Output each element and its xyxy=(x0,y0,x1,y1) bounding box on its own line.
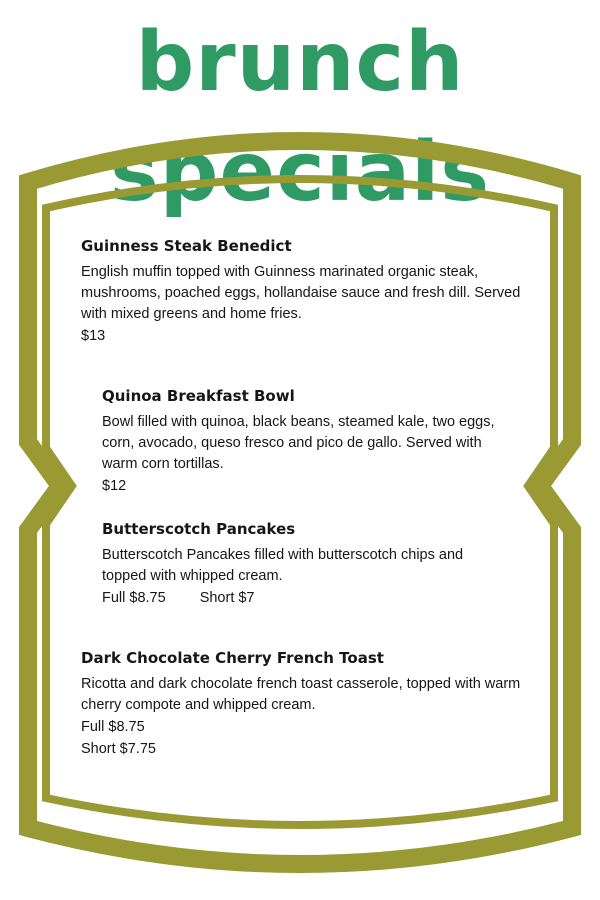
item-name: Dark Chocolate Cherry French Toast xyxy=(81,649,384,667)
item-description: Bowl filled with quinoa, black beans, steamed kale, two eggs, corn, avocado, queso fresco and pico de gallo. Served with warm corn tortillas. xyxy=(102,414,495,472)
item-price: $13 xyxy=(81,328,106,344)
menu-item-dark-chocolate-cherry-french-toast xyxy=(81,648,531,760)
item-description: Ricotta and dark chocolate french toast casserole, topped with warm cherry compote and whipped cream. xyxy=(81,676,521,713)
menu-item-guinness-steak-benedict xyxy=(81,236,531,347)
item-price: $12 xyxy=(102,478,127,494)
item-price-short: Short $7.75 xyxy=(81,741,156,757)
item-name: Quinoa Breakfast Bowl xyxy=(102,387,295,405)
item-name: Butterscotch Pancakes xyxy=(102,520,296,538)
item-price-full: Full $8.75 xyxy=(102,590,166,606)
item-description: English muffin topped with Guinness marinated organic steak, mushrooms, poached eggs, hollandaise sauce and fresh dill. Served with mixed greens and home fries. xyxy=(81,264,521,322)
item-description: Butterscotch Pancakes filled with butterscotch chips and topped with whipped cream. xyxy=(102,547,464,584)
item-price-short: Short $7 xyxy=(199,590,255,606)
item-name: Guinness Steak Benedict xyxy=(81,237,292,255)
item-price-full: Full $8.75 xyxy=(81,719,145,735)
menu-item-butterscotch-pancakes xyxy=(102,519,502,609)
menu-item-quinoa-breakfast-bowl xyxy=(102,386,502,497)
menu-title: brunch specials xyxy=(109,15,491,220)
